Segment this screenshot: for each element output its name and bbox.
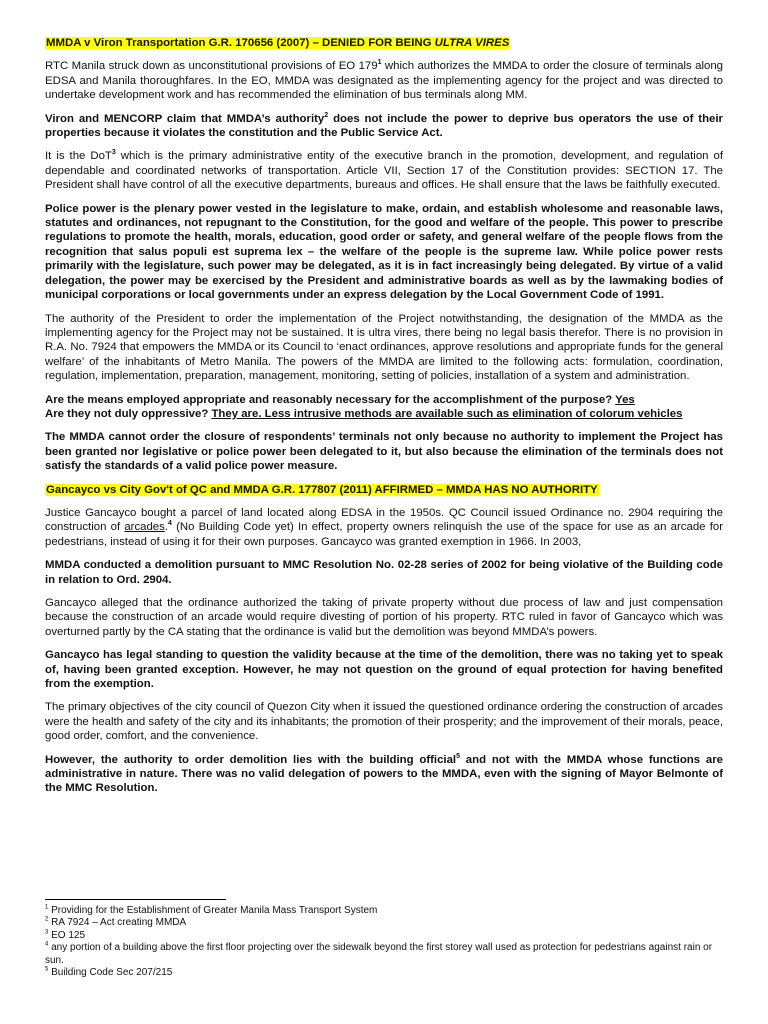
footnote: $^1$ Providing for the Establishment of Greater Manila Mass Transport System xyxy=(45,904,378,916)
document-page xyxy=(45,36,723,805)
paragraph: Justice Gancayco bought a parcel of land located along EDSA in the 1950s. QC Council issued Ordinance no. 2904 requiring the construction of arcades.$^4$ (No Building Code yet) In effect, property owners relinquish the use of the space for use as an arcade for pedestrians, instead of using it for their own purposes. Gancayco was granted exemption in 1966. In 2003, xyxy=(45,506,723,548)
footnote-ref: 2 xyxy=(324,111,329,119)
paragraph: Gancayco alleged that the ordinance authorized the taking of private property without due process of law and just compensation because the construction of an arcade would require divesting of portion of his property. RTC ruled in favor of Gancayco which was overturned partly by the CA stating that the ordinance is valid but the demolition was beyond MMDA’s powers. xyxy=(45,597,723,638)
case-heading-gancayco xyxy=(45,483,723,497)
paragraph: RTC Manila struck down as unconstitutional provisions of EO $179^1$ which authorizes the MMDA to order the closure of terminals along EDSA and Manila thoroughfares. In the EO, MMDA was designated as the implementing agency for the project and was directed to undertake development work and has recommended the elimination of bus terminals along MM. xyxy=(45,59,724,102)
footnote-ref: 5 xyxy=(456,752,460,760)
paragraph: The MMDA cannot order the closure of respondents’ terminals not only because no authority to implement the Project has been granted nor legislative or police power been delegated to it, but also because the elimination of the terminals does not satisfy the standards of a valid police power measure. xyxy=(45,431,723,473)
answer: Yes xyxy=(615,393,635,406)
question-line: Are they not duly oppressive? They are. Less intrusive methods are available such as elimination of colorum vehicles xyxy=(45,407,683,420)
paragraph: The authority of the President to order the implementation of the Project notwithstanding, the designation of the MMDA as the implementing agency for the Project may not be sustained. It is ultra vires, there being no legal basis therefor. There is no provision in R.A. No. 7924 that empowers the MMDA or its Council to ‘enact ordinances, approve resolutions and appropriate funds for the general welfare’ of the inhabitants of Metro Manila. The powers of the MMDA are limited to the following acts: formulation, coordination, regulation, implementation, preparation, management, monitoring, setting of policies, installation of a system and administration. xyxy=(45,312,723,383)
footnote-ref: 4 xyxy=(168,520,172,528)
case-title-highlight: MMDA v Viron Transportation G.R. 170656 (2007) – DENIED FOR BEING ULTRA VIRES xyxy=(46,37,510,49)
test-questions xyxy=(45,393,723,422)
paragraph: Gancayco has legal standing to question the validity because at the time of the demolition, there was no taking yet to speak of, having been granted exception. However, he may not question on the ground of equal protection for having benefited from the exemption. xyxy=(45,649,723,691)
footnote: $^4$ any portion of a building above the first floor projecting over the sidewalk beyond the first storey wall used as protection for pedestrians against rain or sun. xyxy=(45,941,713,966)
paragraph: MMDA conducted a demolition pursuant to MMC Resolution No. 02-28 series of 2002 for being violative of the Building code in relation to Ord. 2904. xyxy=(45,559,723,586)
paragraph: Viron and MENCORP claim that MMDA’s authority$^2$ does not include the power to deprive bus operators the use of their properties because it violates the constitution and the Public Service Act. xyxy=(45,111,723,140)
case-title-highlight: Gancayco vs City Gov't of QC and MMDA G.R. 177807 (2011) AFFIRMED – MMDA HAS NO AUTHORITY xyxy=(46,483,598,496)
footnote: $^5$ Building Code Sec 207/215 xyxy=(45,966,173,979)
paragraph: The primary objectives of the city council of Quezon City when it issued the questioned ordinance ordering the construction of arcades were the health and safety of the city and its inhabitants; the promotion of their prosperity; and the improvement of their morals, peace, good order, comfort, and the convenience. xyxy=(45,701,723,743)
footnote-ref: 1 xyxy=(377,59,382,67)
answer: They are. Less intrusive methods are available such as elimination of colorum vehicles xyxy=(211,407,683,420)
question-line: Are the means employed appropriate and reasonably necessary for the accomplishment of the purpose? Yes xyxy=(45,393,635,406)
paragraph: It is the DoT$^3$ which is the primary administrative entity of the executive branch in the promotion, development, and regulation of dependable and coordinated networks of transportation. Article VII, Section 17 of the Constitution provides: SECTION 17. The President shall have control of all the executive departments, bureaus and offices. He shall ensure that the laws be faithfully executed. xyxy=(45,149,724,192)
footnote-separator xyxy=(45,899,226,900)
paragraph: However, the authority to order demolition lies with the building official$^5$ and not with the MMDA whose functions are administrative in nature. There was no valid delegation of powers to the MMDA, even with the signing of Mayor Belmonte of the MMC Resolution. xyxy=(45,752,723,795)
case-heading-viron xyxy=(45,36,723,50)
footnote: $^3$ EO 125 xyxy=(45,929,86,941)
footnote: $^2$ RA 7924 – Act creating MMDA xyxy=(45,917,187,929)
footnotes xyxy=(45,905,723,979)
paragraph: Police power is the plenary power vested in the legislature to make, ordain, and establish wholesome and reasonable laws, statutes and ordinances, not repugnant to the Constitution, for the good and welfare of the people. This power to prescribe regulations to promote the health, morals, education, good order or safety, and general welfare of the people flows from the recognition that salus populi est suprema lex – the welfare of the people is the supreme law. While police power rests primarily with the legislature, such power may be delegated, as it is in fact increasingly being delegated. By virtue of a valid delegation, the power may be exercised by the President and administrative boards as well as by the lawmaking bodies of municipal corporations or local governments under an express delegation by the Local Government Code of 1991. xyxy=(45,202,723,302)
footnote-ref: 3 xyxy=(111,149,116,157)
